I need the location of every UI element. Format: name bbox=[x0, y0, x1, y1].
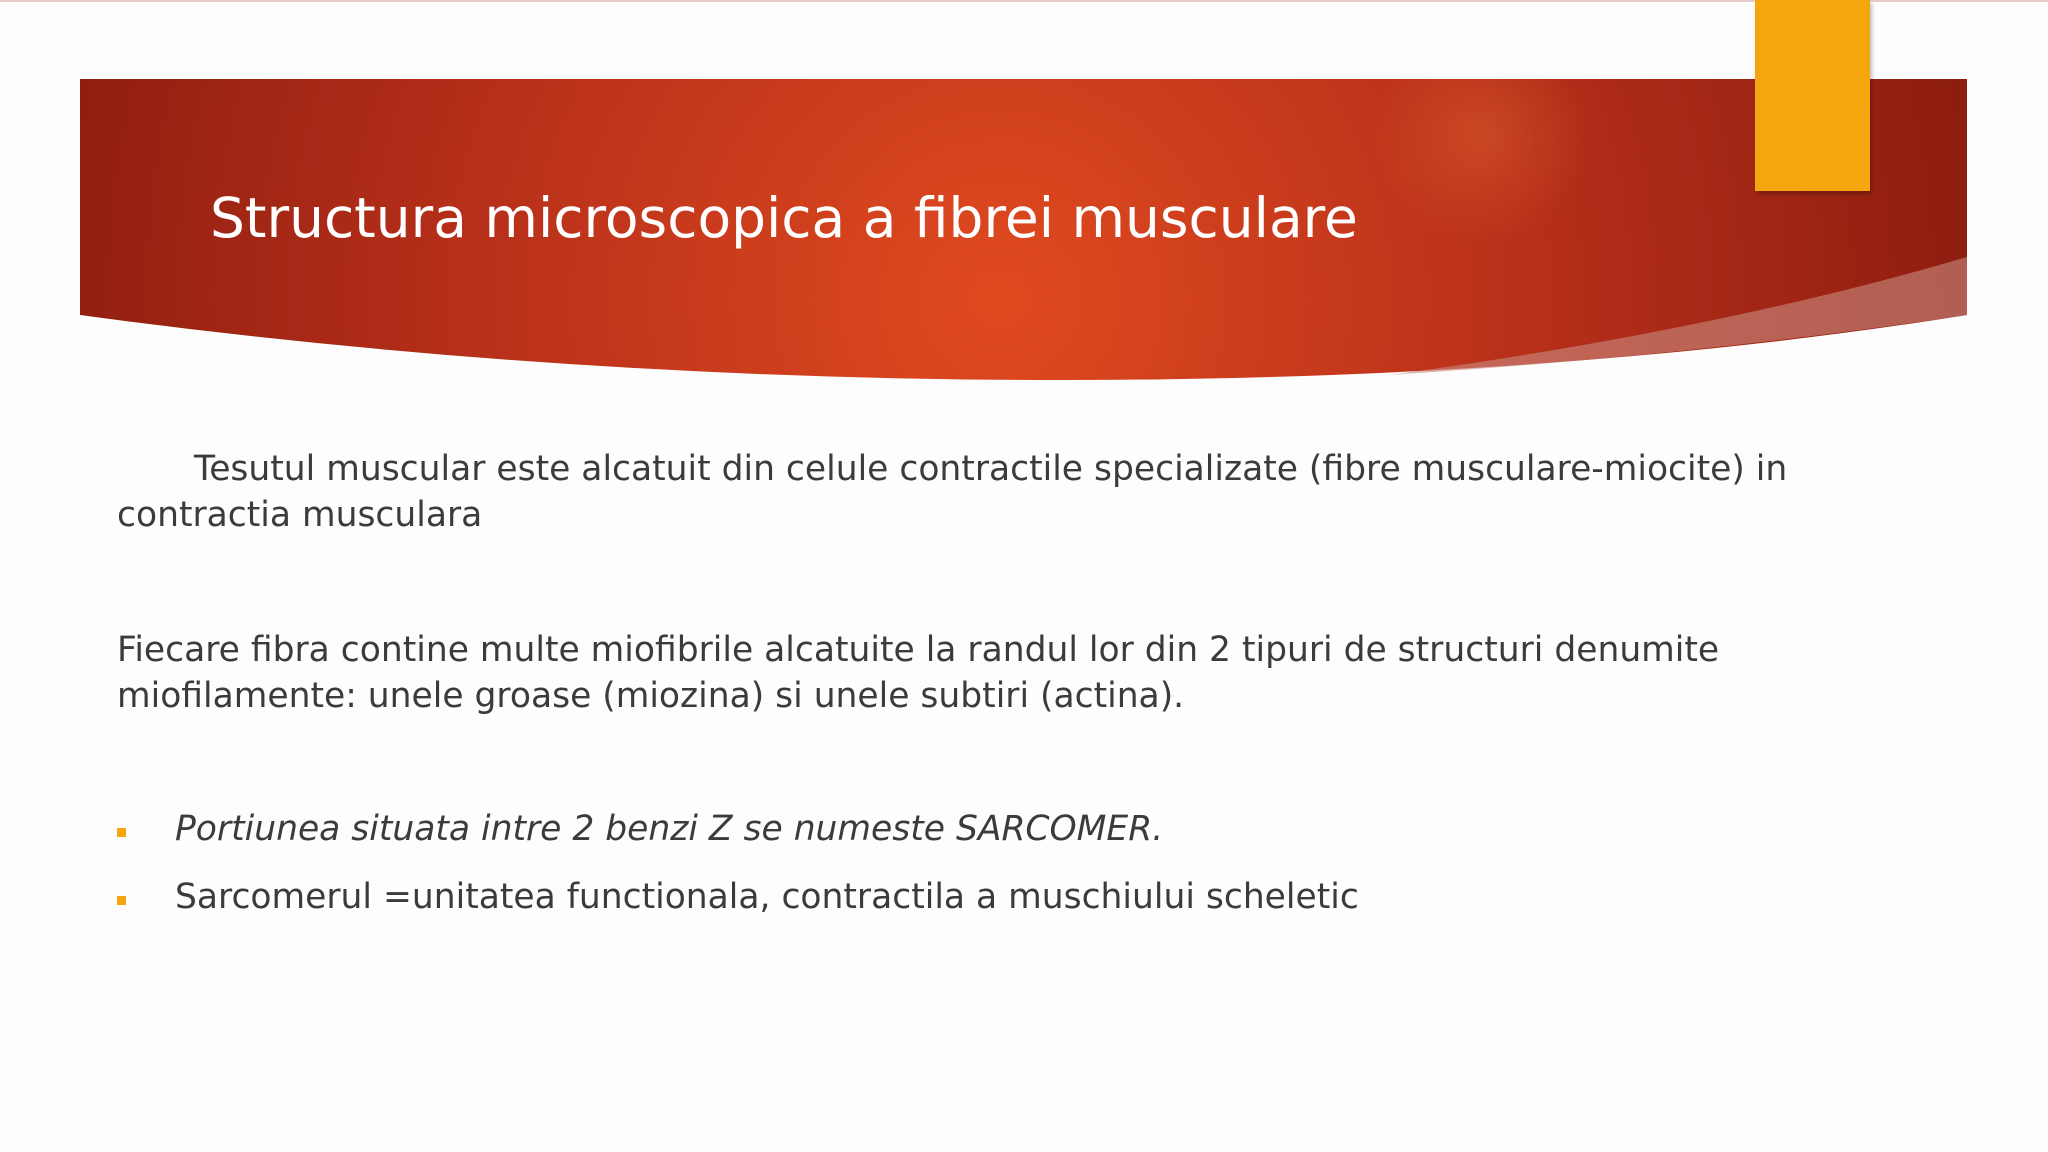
square-bullet-icon bbox=[117, 896, 126, 905]
bullet-list bbox=[117, 806, 1917, 942]
bullet-text: Sarcomerul =unitatea functionala, contractila a muschiului scheletic bbox=[175, 877, 1359, 917]
bullet-item bbox=[117, 806, 1917, 874]
paragraph-2: Fiecare fibra contine multe miofibrile alcatuite la randul lor din 2 tipuri de structuri denumite miofilamente: unele groase (miozina) si unele subtiri (actina). bbox=[117, 630, 1720, 716]
accent-tab bbox=[1755, 0, 1870, 191]
bullet-item bbox=[117, 874, 1917, 942]
square-bullet-icon bbox=[117, 828, 126, 837]
bullet-text: Portiunea situata intre 2 benzi Z se numeste SARCOMER. bbox=[175, 809, 1164, 849]
slide-title: Structura microscopica a fibrei musculare bbox=[210, 186, 1358, 250]
paragraph-1: Tesutul muscular este alcatuit din celule contractile specializate (fibre musculare-miocite) in contractia musculara bbox=[117, 449, 1788, 535]
